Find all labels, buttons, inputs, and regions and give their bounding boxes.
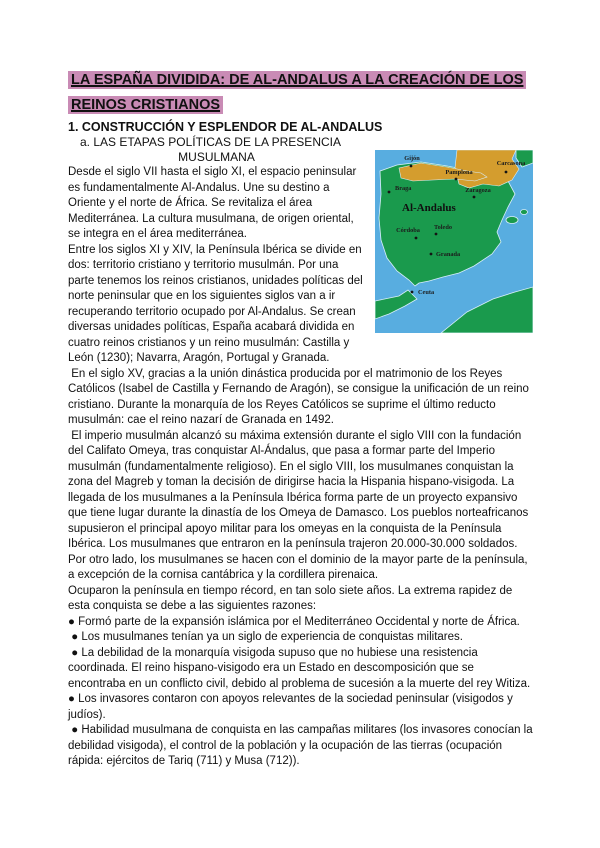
map-city-label: Gijón (404, 155, 420, 162)
document-title (68, 68, 533, 118)
paragraph: Entre los siglos XI y XIV, la Península Ibérica se divide en dos: territorio cristiano y territorio musulmán. Por una parte tenemos los reinos cristianos, unidades políticas del norte peninsular que en los siguientes siglos van a ir recuperando territorio ocupado por Al-Andalus. Se crean diversas unidades políticas, España acabará dividida en cuatro reinos cristianos y un reino musulmán: Castilla y León (1230); Navarra, Aragón, Portugal y Granada. (68, 243, 366, 364)
map-city-dot (473, 196, 476, 199)
body-flow (68, 150, 536, 770)
map-city-label: Braga (395, 185, 412, 192)
map-city-dot (505, 171, 508, 174)
map-city-label: Pamplona (445, 169, 473, 176)
map-city-dot (388, 191, 391, 194)
map-city-label: Córdoba (396, 227, 420, 234)
paragraph: En el siglo XV, gracias a la unión dinástica producida por el matrimonio de los Reyes Católicos (Isabel de Castilla y Fernando de Aragón), se consigue la unificación de un reino cristiano. Durante la monarquía de los Reyes Católicos se suprime el último reducto musulmán: cae el reino nazarí de Granada en 1492. (68, 367, 533, 426)
bullet-item: ● Formó parte de la expansión islámica por el Mediterráneo Occidental y norte de África. (68, 615, 520, 628)
highlighted-title-text: LA ESPAÑA DIVIDIDA: DE AL-ANDALUS A LA CREACIÓN DE LOS REINOS CRISTIANOS (68, 71, 526, 114)
map-city-dot (430, 253, 433, 256)
map-city-dot (435, 233, 438, 236)
map-balearic-island-minor (521, 210, 528, 215)
paragraph: Ocuparon la península en tiempo récord, en tan solo siete años. La extrema rapidez de esta conquista se debe a las siguientes razones: (68, 584, 516, 612)
map-city-label: Granada (436, 251, 461, 258)
map-city-label: Toledo (434, 224, 452, 231)
al-andalus-map (375, 150, 533, 333)
paragraph: Desde el siglo VII hasta el siglo XI, el espacio peninsular es fundamentalmente Al-Andalus. Une su destino a Oriente y el norte de África. Se revitaliza el área Mediterránea. La cultura musulmana, de origen oriental, se integra en el área mediterránea. (68, 166, 360, 240)
subsection-heading-line2: MUSULMANA (178, 150, 255, 164)
paragraph: El imperio musulmán alcanzó su máxima extensión durante el siglo VIII con la fundación del Califato Omeya, tras conquistar Al-Ándalus, que pasa a formar parte del Imperio musulmán (fundamentalmente religioso). En el siglo VIII, los musulmanes conquistan la zona del Magreb y toman la decisión de dirigirse hacia la Hispania hispano-visigoda. La llegada de los musulmanes a la Península Ibérica forma parte de un proyecto expansivo que tiene lugar durante la dinastía de los Omeya de Damasco. Los pueblos norteafricanos supusieron el principal apoyo militar para los omeyas en la conquista de la Península Ibérica. Los musulmanes que entraron en la península trajeron 20.000-30.000 soldados. Por otro lado, los musulmanes se hacen con el dominio de la mayor parte de la península, a excepción de la cornisa cantábrica y la cordillera pirenaica. (68, 429, 532, 581)
map-balearic-island-major (506, 217, 518, 224)
section-heading: 1. CONSTRUCCIÓN Y ESPLENDOR DE AL-ANDALUS (68, 120, 383, 134)
map-city-dot (415, 237, 418, 240)
map-city-label: Zaragoza (465, 187, 491, 194)
map-region-label: Al-Andalus (402, 202, 456, 214)
bullet-item: ● Habilidad musulmana de conquista en las campañas militares (los invasores conocían la debilidad visigoda), el control de la población y la ocupación de las tierras (ocupación rápida: ejércitos de Tariq (711) y Musa (712)). (68, 724, 536, 767)
bullet-item: ● Los musulmanes tenían ya un siglo de experiencia de conquistas militares. (68, 631, 463, 643)
bullet-item: ● Los invasores contaron con apoyos relevantes de la sociedad peninsular (visigodos y judíos). (68, 693, 517, 721)
map-city-dot (411, 291, 414, 294)
subsection-heading-line1: a. LAS ETAPAS POLÍTICAS DE LA PRESENCIA (80, 135, 341, 149)
bullet-item: ● La debilidad de la monarquía visigoda supuso que no hubiese una resistencia coordinada. El reino hispano-visigodo era un Estado en descomposición que se encontraba en un conflicto civil, debido al problema de sucesión a la muerte del rey Witiza. (68, 646, 531, 690)
map-city-dot (410, 165, 413, 168)
map-city-dot (455, 178, 458, 181)
map-city-label: Ceuta (418, 289, 435, 296)
map-city-label: Carcasona (496, 160, 526, 167)
